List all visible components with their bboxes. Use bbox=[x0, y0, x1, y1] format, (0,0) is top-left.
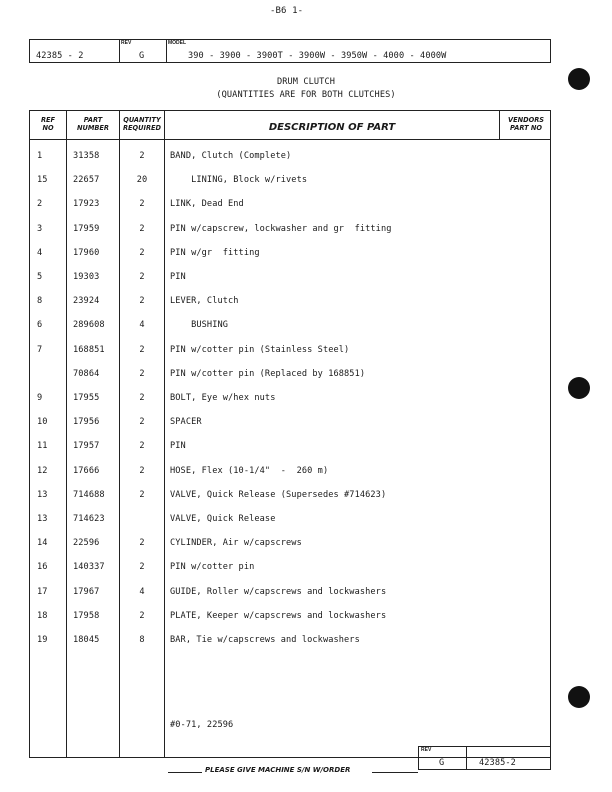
row-quantity: 2 bbox=[139, 441, 145, 452]
row-quantity: 2 bbox=[139, 610, 145, 621]
row-ref-no: 3 bbox=[37, 223, 43, 234]
row-description: PIN bbox=[170, 272, 186, 282]
row-quantity: 2 bbox=[139, 296, 145, 307]
table-row bbox=[30, 514, 550, 528]
row-description: BAND, Clutch (Complete) bbox=[170, 151, 292, 161]
header-doc-number: 42385 - 2 bbox=[36, 51, 84, 61]
row-description: SPACER bbox=[170, 417, 202, 428]
row-quantity: 2 bbox=[139, 393, 145, 403]
row-part-number: 31358 bbox=[73, 151, 100, 161]
row-ref-no: 12 bbox=[37, 465, 48, 476]
row-ref-no: 1 bbox=[37, 151, 43, 161]
table-row bbox=[30, 248, 550, 262]
header-box bbox=[29, 39, 551, 63]
header-model-label: MODEL bbox=[168, 40, 187, 46]
row-description: PIN bbox=[170, 441, 186, 452]
row-description: PIN w/gr fitting bbox=[170, 247, 260, 258]
row-part-number: 168851 bbox=[73, 344, 105, 355]
row-part-number: 17956 bbox=[73, 417, 100, 428]
table-row bbox=[30, 466, 550, 480]
row-part-number: 289608 bbox=[73, 320, 105, 331]
row-part-number: 19303 bbox=[73, 272, 100, 282]
row-description: LEVER, Clutch bbox=[170, 296, 239, 307]
row-description: PIN w/cotter pin (Replaced by 168851) bbox=[170, 368, 366, 379]
header-rev-value: G bbox=[139, 51, 145, 61]
footer-rule-left bbox=[168, 772, 202, 773]
row-quantity: 2 bbox=[139, 272, 145, 282]
row-ref-no: 16 bbox=[37, 562, 48, 573]
row-ref-no: 19 bbox=[37, 635, 48, 645]
col-ref-header: REF NO bbox=[40, 116, 56, 132]
row-description: CYLINDER, Air w/capscrews bbox=[170, 538, 302, 549]
section-title: DRUM CLUTCH bbox=[276, 77, 335, 87]
table-row bbox=[30, 175, 550, 189]
table-row bbox=[30, 587, 550, 601]
row-description: VALVE, Quick Release (Supersedes #714623) bbox=[170, 489, 387, 500]
col-part-header: PART NUMBER bbox=[76, 116, 110, 132]
row-description: PIN w/cotter pin (Stainless Steel) bbox=[170, 344, 350, 355]
row-part-number: 17960 bbox=[73, 247, 100, 258]
row-part-number: 22657 bbox=[73, 175, 100, 186]
row-description: LINK, Dead End bbox=[170, 199, 244, 210]
row-quantity: 2 bbox=[139, 344, 145, 355]
row-ref-no: 17 bbox=[37, 586, 48, 597]
row-part-number: 17923 bbox=[73, 199, 100, 210]
table-row bbox=[30, 320, 550, 334]
row-ref-no: 9 bbox=[37, 393, 43, 403]
col-desc-header: DESCRIPTION OF PART bbox=[268, 122, 396, 133]
row-ref-no: 6 bbox=[37, 320, 43, 331]
row-description: GUIDE, Roller w/capscrews and lockwashers bbox=[170, 586, 387, 597]
row-quantity: 2 bbox=[139, 151, 145, 161]
footer-rule-right bbox=[372, 772, 418, 773]
punch-hole-top bbox=[568, 68, 590, 90]
row-ref-no: 13 bbox=[37, 489, 48, 500]
row-quantity: 2 bbox=[139, 247, 145, 258]
row-description: BUSHING bbox=[170, 320, 229, 331]
row-description: BOLT, Eye w/hex nuts bbox=[170, 393, 276, 403]
row-description: HOSE, Flex (10-1/4" - 260 m) bbox=[170, 465, 329, 476]
footnote: #0-71, 22596 bbox=[170, 720, 234, 730]
row-part-number: 140337 bbox=[73, 562, 105, 573]
row-quantity: 2 bbox=[139, 223, 145, 234]
row-ref-no: 13 bbox=[37, 514, 48, 524]
row-part-number: 23924 bbox=[73, 296, 100, 307]
table-row bbox=[30, 490, 550, 504]
table-row bbox=[30, 611, 550, 625]
table-row bbox=[30, 562, 550, 576]
col-qty-header: QUANTITY REQUIRED bbox=[122, 116, 162, 132]
section-subtitle: (QUANTITIES ARE FOR BOTH CLUTCHES) bbox=[216, 90, 396, 100]
row-part-number: 17957 bbox=[73, 441, 100, 452]
row-description: PIN w/cotter pin bbox=[170, 562, 255, 573]
table-row bbox=[30, 441, 550, 455]
row-part-number: 17967 bbox=[73, 586, 100, 597]
punch-hole-middle bbox=[568, 377, 590, 399]
row-ref-no: 14 bbox=[37, 538, 48, 549]
row-ref-no: 18 bbox=[37, 610, 48, 621]
table-row bbox=[30, 369, 550, 383]
row-ref-no: 11 bbox=[37, 441, 48, 452]
page-number: -B6 1- bbox=[270, 6, 304, 16]
table-row bbox=[30, 393, 550, 407]
header-rev-label: REV bbox=[121, 40, 132, 46]
row-ref-no: 7 bbox=[37, 344, 43, 355]
row-part-number: 17958 bbox=[73, 610, 100, 621]
row-ref-no: 2 bbox=[37, 199, 43, 210]
row-quantity: 4 bbox=[139, 320, 145, 331]
table-row bbox=[30, 635, 550, 649]
row-description: BAR, Tie w/capscrews and lockwashers bbox=[170, 635, 360, 645]
parts-table bbox=[29, 110, 551, 758]
row-part-number: 18045 bbox=[73, 635, 100, 645]
row-description: LINING, Block w/rivets bbox=[170, 175, 308, 186]
table-row bbox=[30, 417, 550, 431]
table-row bbox=[30, 345, 550, 359]
row-ref-no: 15 bbox=[37, 175, 48, 186]
table-row bbox=[30, 538, 550, 552]
row-quantity: 2 bbox=[139, 199, 145, 210]
footer-rev-box bbox=[418, 746, 551, 770]
row-quantity: 20 bbox=[136, 175, 148, 186]
table-row bbox=[30, 272, 550, 286]
footer-doc-number: 42385-2 bbox=[479, 758, 516, 768]
row-quantity: 2 bbox=[139, 368, 145, 379]
row-part-number: 17955 bbox=[73, 393, 100, 403]
row-part-number: 714688 bbox=[73, 489, 105, 500]
row-description: PLATE, Keeper w/capscrews and lockwashers bbox=[170, 610, 387, 621]
table-row bbox=[30, 151, 550, 165]
row-ref-no: 4 bbox=[37, 247, 43, 258]
row-ref-no: 8 bbox=[37, 296, 43, 307]
row-part-number: 714623 bbox=[73, 514, 105, 524]
row-part-number: 17666 bbox=[73, 465, 100, 476]
table-row bbox=[30, 224, 550, 238]
footer-rev-value: G bbox=[439, 758, 445, 768]
row-quantity: 2 bbox=[139, 489, 145, 500]
row-part-number: 17959 bbox=[73, 223, 100, 234]
row-quantity: 4 bbox=[139, 586, 145, 597]
footer-rev-label: REV bbox=[421, 747, 432, 753]
table-row bbox=[30, 199, 550, 213]
row-quantity: 2 bbox=[139, 538, 145, 549]
col-vendor-header: VENDORS PART NO bbox=[507, 116, 545, 132]
row-description: VALVE, Quick Release bbox=[170, 514, 276, 524]
punch-hole-bottom bbox=[568, 686, 590, 708]
row-part-number: 70864 bbox=[73, 368, 100, 379]
row-part-number: 22596 bbox=[73, 538, 100, 549]
row-quantity: 8 bbox=[139, 635, 145, 645]
row-quantity: 2 bbox=[139, 562, 145, 573]
row-ref-no: 5 bbox=[37, 272, 43, 282]
row-ref-no: 10 bbox=[37, 417, 48, 428]
footer-note: PLEASE GIVE MACHINE S/N W/ORDER bbox=[205, 766, 351, 774]
row-description: PIN w/capscrew, lockwasher and gr fitting bbox=[170, 223, 392, 234]
header-model-value: 390 - 3900 - 3900T - 3900W - 3950W - 4000 - 4000W bbox=[188, 51, 447, 61]
row-quantity: 2 bbox=[139, 465, 145, 476]
table-row bbox=[30, 296, 550, 310]
row-quantity: 2 bbox=[139, 417, 145, 428]
